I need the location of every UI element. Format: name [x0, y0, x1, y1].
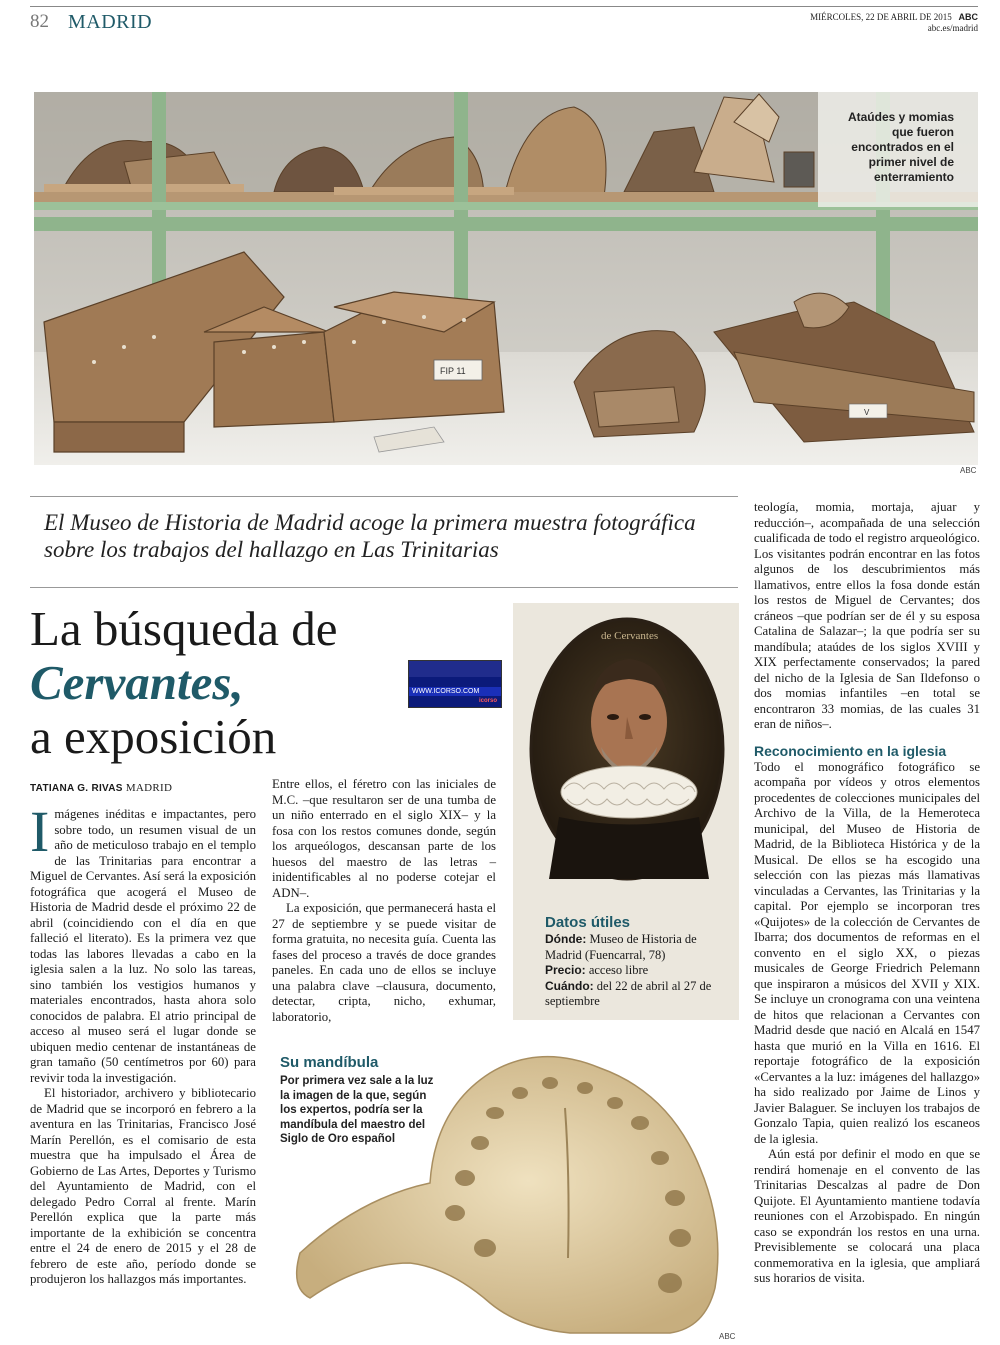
- ad-url[interactable]: WWW.ICORSO.COM: [409, 687, 501, 696]
- site-url: abc.es/madrid: [927, 23, 978, 33]
- hero-photo: [34, 92, 978, 465]
- paragraph-6: Todo el monográfico fotográfico se acompaña por vídeos y otros elementos procedentes de colecciones municipales del Archivo de la Villa, de la Hemeroteca municipal, del Museo de Historia de Madrid, de la Biblioteca Histórica y de la Musical. De ellos se ha escogido una selección con las piezas más llamativas vinculadas a Cervantes, las Trinitarias y la capital. Por ejemplo se incorporan tres «Quijotes» de la colección de Cervantes de Ibarra; dos documentos de reformas en el convento en el siglo XX, o piezas musicales de George Friedrich Pelemann que inspiraron a músicos del XVII y XIX. Se incluye un cronograma con una veintena de hitos que relacionan a Cervantes con Madrid desde que nació en Alcalá en 1547 hasta que murió en la Villa en 1616. El reportaje fotográfico de la exposición «Cervantes a la luz: imágenes del hallazgo» ha sido realizado por Jaime de Linos y Javier Balaguer. Se incluyen los trabajos de Gonzalo Tapia, quien realizó los escaneos de la iglesia.: [754, 759, 980, 1146]
- datos-precio-label: Precio:: [545, 963, 586, 977]
- header-rule: [30, 6, 978, 7]
- headline-line2: Cervantes,: [30, 655, 244, 710]
- hero-credit: ABC: [960, 466, 977, 475]
- byline-location: MADRID: [125, 782, 173, 794]
- article-column-2: [272, 777, 496, 1025]
- dropcap: I: [30, 799, 50, 864]
- subhead: Reconocimiento en la iglesia: [754, 742, 947, 759]
- datos-donde-value: Museo de Historia de Madrid (Fuencarral, 78): [545, 932, 697, 962]
- byline-author: TATIANA G. RIVAS: [30, 783, 123, 794]
- portrait-panel: [513, 603, 739, 1020]
- hero-caption: Ataúdes y momias que fueron encontrados en el primer nivel de enterramiento: [818, 92, 978, 207]
- datos-utiles: [545, 913, 731, 1010]
- datos-donde: [545, 932, 731, 963]
- paragraph-1: [30, 799, 256, 1086]
- jaw-caption: Por primera vez sale a la luz la imagen de la que, según los expertos, podría ser la mandíbula del maestro del Siglo de Oro español: [280, 1075, 434, 1145]
- datos-cuando: [545, 979, 731, 1010]
- deck: El Museo de Historia de Madrid acoge la primera muestra fotográfica sobre los trabajos del hallazgo en Las Trinitarias: [44, 510, 696, 562]
- datos-cuando-label: Cuándo:: [545, 978, 594, 993]
- datos-title: Datos útiles: [545, 914, 631, 931]
- byline: [30, 782, 172, 794]
- paragraph-3: Entre ellos, el féretro con las iniciales de M.C. –que resultaron ser de una tumba de un niño enterrado en el siglo XIX– y la fosa con los restos comunes donde, según los arqueólogos, descansan parte de los huesos del maestro de las letras –inidentificables al no poderse cotejar el ADN–.: [272, 777, 496, 900]
- jaw-credit: ABC: [719, 1332, 736, 1341]
- headline-line3: a exposición: [30, 709, 277, 764]
- datos-precio-value: acceso libre: [588, 963, 649, 977]
- datos-precio: [545, 963, 731, 979]
- paragraph-5: teología, momia, mortaja, ajuar y reducción–, acompañada de una selección cualificada de todo el registro arqueológico. Los visitantes podrán encontrar en las fotos algunos de los descubrimientos más llamativos, entre ellos la fosa donde están los restos de Miguel de Cervantes; dos cráneos –que podrían ser de él y su esposa Catalina de Salazar–; la que podría ser su mandíbula; ataúdes de los siglos XVIII y XIX perfectamente conservados; la pared del nicho de la Iglesia de San Ildefonso o dos momias infantiles –en total se encontraron 33 momias, de las cuales 31 eran de niños–.: [754, 500, 980, 731]
- deck-rule-top: [30, 496, 738, 497]
- dateline: [810, 12, 978, 34]
- ad-logo: icorso: [478, 698, 497, 704]
- paragraph-4: La exposición, que permanecerá hasta el 27 de septiembre y se puede visitar de forma gratuita, no necesita guía. Cuenta las fases del proceso a través de doce grandes paneles. En cada uno de ellos se incluye una palabra clave –clausura, documento, detectar, cripta, nicho, exhumar, laboratorio,: [272, 901, 496, 1024]
- cervantes-portrait: [529, 617, 725, 887]
- paragraph-1-text: mágenes inéditas e impactantes, pero sobre todo, un resumen visual de un año de meticuloso trabajo en el templo de las Trinitarias para encontrar a Miguel de Cervantes. Así será la exposición fotográfica que acogerá el Museo de Historia de Madrid desde el próximo 22 de abril (coincidiendo con el día en que falleció el literato). Es la primera vez que todas las labores llevadas a cabo en la iglesia salen a la luz. No solo las tareas, sino también los vestigios humanos y materiales encontrados, hasta ahora solo conocidos de palabra. El atrio principal de acceso al museo será el lugar donde se ubiquen medio centenar de instantáneas de gran tamaño (50 centímetros por 60) para revivir toda la investigación.: [30, 807, 256, 1085]
- hero-label-a: FIP 11: [440, 366, 466, 376]
- jaw-title: Su mandíbula: [280, 1054, 379, 1071]
- ad-banner: [409, 661, 501, 677]
- hero-label-b: V: [864, 408, 870, 417]
- headline-line1: La búsqueda de: [30, 601, 338, 656]
- page-number: 82: [30, 11, 49, 32]
- article-column-1: [30, 799, 256, 1288]
- datos-donde-label: Dónde:: [545, 932, 587, 946]
- paragraph-7: Aún está por definir el modo en que se rendirá homenaje en el convento de las Trinitarias Descalzas al padre de Don Quijote. El Ayuntamiento mantiene todavía reuniones con el Arzobispado. En ningún caso se expondrán los restos en una urna. Previsiblemente se colocará una placa conmemorativa en la iglesia, que ampliará sus horarios de visita.: [754, 1147, 980, 1285]
- portrait-inscription: de Cervantes: [601, 630, 659, 642]
- date: MIÉRCOLES, 22 DE ABRIL DE 2015: [810, 12, 952, 22]
- deck-rule-bottom: [30, 587, 738, 588]
- brand: ABC: [958, 12, 978, 22]
- paragraph-2: El historiador, archivero y bibliotecario de Madrid que se incorporó en febrero a la aventura en las Trinitarias, Francisco José Marín Perellón, es el comisario de esta muestra que ha impulsado el Área de Gobierno de Las Artes, Deportes y Turismo del Ayuntamiento de Madrid, con el delegado Pedro Corral al frente. Marín Perellón explica que la parte más importante de la exhibición se concentra entre el 24 de enero de 2015 y el 28 de febrero de este año, período donde se produjeron los hallazgos más importantes.: [30, 1086, 256, 1286]
- jaw-block: [270, 1048, 740, 1338]
- article-column-3: [754, 500, 980, 1287]
- ad-badge[interactable]: [408, 660, 502, 708]
- datos-cuando-value: del 22 de abril al 27 de septiembre: [545, 978, 712, 1008]
- section-title: MADRID: [68, 11, 153, 33]
